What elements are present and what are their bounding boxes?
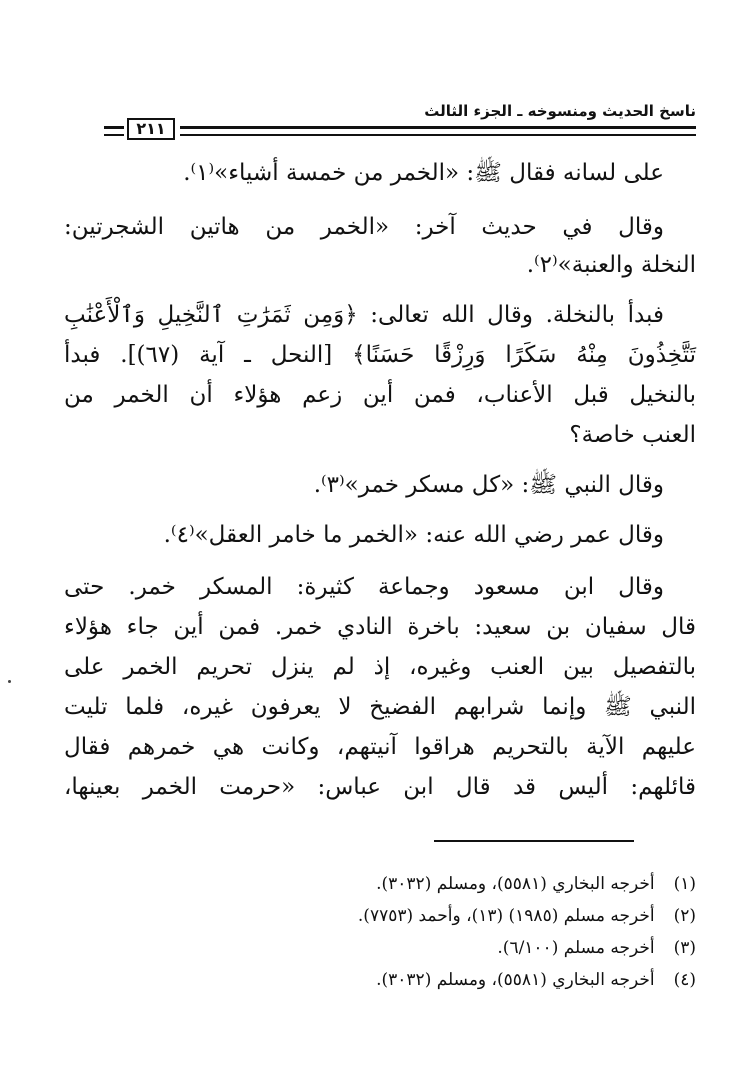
page-number: ٢١١ [127,118,175,140]
header-rule-left-thick [104,126,124,129]
header-rule-thick [180,126,696,129]
footnote-3 [100,936,696,960]
body-line-13: النبي ﷺ وإنما شرابهم الفضيخ لا يعرفون غيره، فلما تليت [64,694,696,720]
header-rule-thin [180,134,696,136]
body-line-2: وقال في حديث آخر: «الخمر من هاتين الشجرتين: [64,214,664,240]
body-line-11: قال سفيان بن سعيد: باخرة النادي خمر. فمن أين جاء هؤلاء [64,614,696,640]
scan-speck [8,680,11,683]
body-line-1: على لسانه فقال ﷺ: «الخمر من خمسة أشياء»⁽١⁾. [183,160,664,186]
body-line-4: فبدأ بالنخلة. وقال الله تعالى: ﴿وَمِن ثَمَرَٰتِ ٱلنَّخِيلِ وَٱلْأَعْنَٰبِ [64,302,664,328]
body-line-8: وقال النبي ﷺ: «كل مسكر خمر»⁽٣⁾. [313,472,664,498]
footnote-number: (٢) [673,906,696,926]
footnote-text: أخرجه البخاري (٥٥٨١)، ومسلم (٣٠٣٢). [376,970,655,990]
body-line-3: النخلة والعنبة»⁽٢⁾. [526,252,696,278]
body-line-9: وقال عمر رضي الله عنه: «الخمر ما خامر العقل»⁽٤⁾. [163,522,664,548]
body-line-6: بالنخيل قبل الأعناب، فمن أين زعم هؤلاء أن الخمر من [64,382,696,408]
footnote-separator [434,840,634,842]
footnote-1 [100,872,696,896]
header-rule-left-thin [104,134,124,136]
running-header-title: ناسخ الحديث ومنسوخه ـ الجزء الثالث [424,102,696,120]
body-line-15: قائلهم: أليس قد قال ابن عباس: «حرمت الخمر بعينها، [64,774,696,800]
footnote-number: (١) [673,874,696,894]
footnote-text: أخرجه البخاري (٥٥٨١)، ومسلم (٣٠٣٢). [376,874,655,894]
body-line-10: وقال ابن مسعود وجماعة كثيرة: المسكر خمر. حتى [64,574,664,600]
footnote-text: أخرجه مسلم (١٩٨٥) (١٣)، وأحمد (٧٧٥٣). [357,906,655,926]
footnote-text: أخرجه مسلم (٦/١٠٠). [497,938,655,958]
body-line-7: العنب خاصة؟ [569,422,696,448]
footnote-2 [100,904,696,928]
body-line-12: بالتفصيل بين العنب وغيره، إذ لم ينزل تحريم الخمر على [64,654,696,680]
body-line-14: عليهم الآية بالتحريم هراقوا آنيتهم، وكانت هي خمرهم فقال [64,734,696,760]
footnote-number: (٣) [673,938,696,958]
body-line-5: تَتَّخِذُونَ مِنْهُ سَكَرًا وَرِزْقًا حَسَنًا﴾ [النحل ـ آية (٦٧)]. فبدأ [64,342,696,368]
footnote-number: (٤) [673,970,696,990]
footnote-4 [100,968,696,992]
